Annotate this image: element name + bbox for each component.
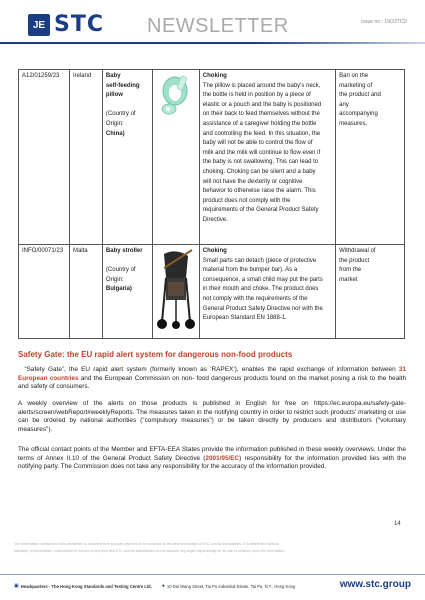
ref-cell: A12/01259/23 (19, 70, 70, 245)
paragraph-contact-points: The official contact points of the Member and EFTA-EEA States provide the information published in these weekly overviews. Under the terms of Annex II.10 of the General Product Safety Directive (2001/95/EC) responsibility for the information provided lies with the notifying party. The Commission does not take any responsibility for the accuracy of the information provided. (18, 446, 406, 470)
header (0, 0, 425, 44)
country-cell: Ireland (69, 70, 102, 245)
alerts-table (18, 69, 405, 339)
table-row (19, 245, 405, 339)
feeding-pillow-image (159, 73, 193, 117)
building-icon: ▣ (14, 583, 19, 589)
paragraph-weekly-overview: A weekly overview of the alerts on those products is published in English for free on https://ec.europa.eu/safety-gate-alerts/screen/webReport#weeklyReports. The measures taken in the notifying country in order to restrict such products' marketing or use can be ordered by national authorities ("compulsory measures") or be taken directly by producers and distributors ("voluntary measures"). (18, 400, 406, 433)
product-cell: Baby stroller (Country of Origin: Bulgaria) (102, 245, 152, 339)
product-cell: Baby self-feeding pillow (Country of Origin: China) (102, 70, 152, 245)
logo-mark-icon: JE (28, 14, 50, 36)
section-title: Safety Gate: the EU rapid alert system for dangerous non-food products (18, 350, 293, 359)
footer-divider (0, 574, 425, 575)
product-image-cell (152, 70, 199, 245)
ref-cell: INFO/00071/23 (19, 245, 70, 339)
logo-text: STC (54, 12, 104, 37)
paragraph-intro: “Safety Gate”, the EU rapid alert system (formerly known as ‘RAPEX’), enables the rapid exchange of information between 31 European countries and the European Commission on non- food dangerous products found on the market posing a risk to the health and safety of consumers. (18, 366, 406, 390)
address: 10 Dai Wang Street, Tai Po Industrial Estate, Tai Po, N.T., Hong Kong (166, 583, 296, 589)
country-cell: Malta (69, 245, 102, 339)
page-number: 14 (394, 521, 401, 527)
newsletter-title: NEWSLETTER (147, 15, 289, 37)
measures-cell: Ban on the marketing of the product and any accompanying measures. (336, 70, 405, 245)
stc-logo (28, 14, 104, 36)
product-image-cell (152, 245, 199, 339)
highlight-countries: 31 European countries (18, 366, 406, 382)
issue-number: Issue no.: 19/23TCD (361, 19, 407, 25)
headquarters: Headquarters - The Hong Kong Standards and Testing Centre Ltd. (20, 583, 152, 589)
measures-cell: Withdrawal of the product from the market (336, 245, 405, 339)
location-pin-icon: ● (161, 583, 165, 589)
website-link[interactable]: www.stc.group (339, 579, 411, 590)
baby-stroller-image (156, 248, 196, 332)
risk-cell: Choking Small parts can detach (piece of protective material from the bumper bar). As a consequence, a small child may put the parts in their mouth and choke. The product does not comply with the requirements of the General Product Safety Directive nor with the European Standard EN 1888-1. (199, 245, 335, 339)
highlight-directive: 2001/95/EC (205, 454, 240, 462)
table-row (19, 70, 405, 245)
disclaimer: The information contained in this newsletter is obtained from sources believed to be accurate to the best knowledge of STC and its subsidiaries. It is distributed without warranty, representation, inducement or licence of any kind and STC and its subsidiaries do not assume any legal responsibility for its use or reliance upon the information. (14, 542, 286, 553)
header-divider (0, 42, 425, 44)
risk-cell: Choking The pillow is placed around the baby's neck, the bottle is held in position by a piece of elastic or a pouch and the baby is positioned on their back to feed themselves without the assistance of a caregiver holding the bottle and controlling the feed. In this situation, the baby will not be able to control the flow of milk and the milk will continue to flow even if the baby is not swallowing. This can lead to choking. Choking can be silent and a baby will not have the dexterity or cognitive behavior to otherwise raise the alarm. This product does not comply with the requirements of the General Product Safety Directive. (199, 70, 335, 245)
